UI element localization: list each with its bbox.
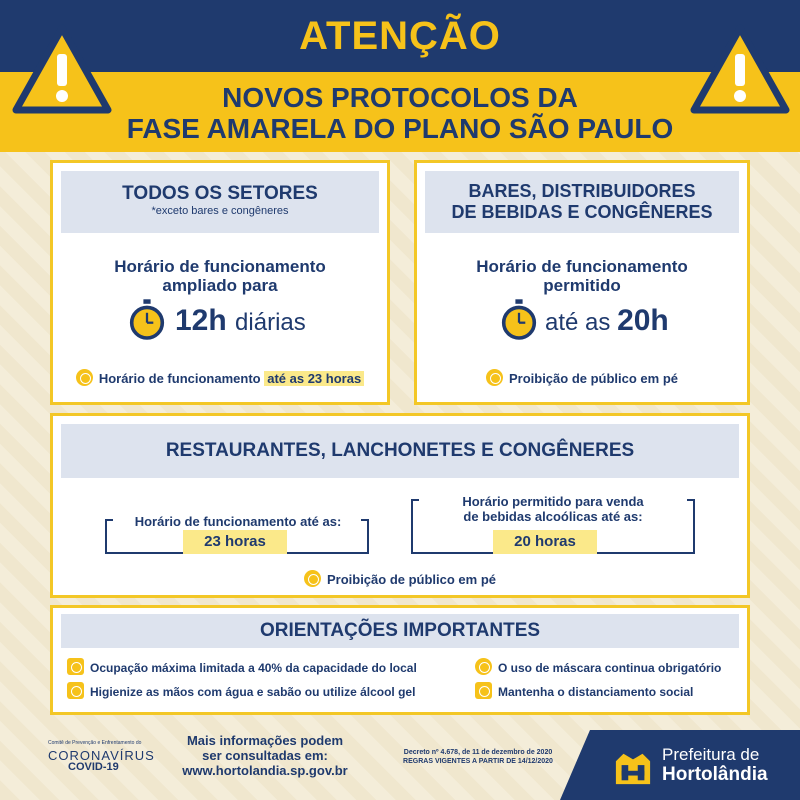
guidelines-card [50, 605, 750, 715]
mask-icon [475, 658, 492, 675]
all-sectors-card [50, 160, 390, 405]
covid-label: COVID-19 [68, 761, 119, 773]
bars-title-line2: DE BEBIDAS E CONGÊNERES [451, 202, 713, 222]
more-line1: Mais informações podem [186, 733, 344, 748]
all-sectors-hours-line1: Horário de funcionamento [114, 257, 326, 276]
right-label-line2: de bebidas alcoólicas até as: [463, 509, 643, 524]
all-sectors-subtitle: *exceto bares e congêneres [151, 205, 289, 217]
stopwatch-icon [129, 299, 165, 341]
hortolandia-logo-icon [614, 748, 652, 786]
headline [0, 82, 800, 144]
decree-info [378, 748, 578, 766]
capacity-icon [67, 658, 84, 675]
restaurants-note-text: Proibição de público em pé [326, 572, 497, 587]
no-standing-icon [486, 369, 503, 386]
more-info [160, 733, 370, 778]
coronavirus-label: CORONAVÍRUS [48, 748, 155, 763]
bars-hours-line1: Horário de funcionamento [476, 257, 688, 276]
restaurants-note [53, 570, 747, 587]
all-sectors-hours-line2: ampliado para [162, 276, 278, 295]
guideline-item-2 [475, 658, 721, 675]
all-sectors-hours-value [175, 304, 306, 338]
hours-value-12h: 12h [175, 304, 227, 337]
distance-icon [475, 682, 492, 699]
bars-note [417, 369, 747, 386]
bars-card [414, 160, 750, 405]
warning-triangle-icon [690, 24, 790, 116]
committee-text: Comitê de Prevenção e Enfrentamento do [48, 740, 142, 746]
note-prefix: Horário de funcionamento [98, 371, 261, 386]
more-line2: ser consultadas em: [202, 748, 328, 763]
bars-hours-value [545, 304, 669, 338]
restaurants-card [50, 413, 750, 598]
right-label-line1: Horário permitido para venda [458, 494, 647, 509]
headline-line1: NOVOS PROTOCOLOS DA [222, 82, 578, 113]
note-highlight: até as 23 horas [264, 371, 364, 386]
guideline-text: O uso de máscara continua obrigatório [498, 661, 722, 675]
hours-value-20h: 20h [617, 304, 669, 337]
no-standing-icon [304, 570, 321, 587]
bars-note-text: Proibição de público em pé [508, 371, 679, 386]
hours-prefix: até as [545, 309, 611, 336]
all-sectors-header [61, 171, 379, 233]
restaurants-header [61, 424, 739, 478]
clock-icon [76, 369, 93, 386]
prefeitura-label: Prefeitura de [662, 745, 760, 764]
attention-title: ATENÇÃO [299, 14, 501, 58]
restaurants-left-label: Horário de funcionamento até as: [134, 514, 342, 529]
guidelines-header [61, 614, 739, 648]
all-sectors-note [53, 369, 387, 386]
hand-wash-icon [67, 682, 84, 699]
warning-triangle-icon [12, 24, 112, 116]
guideline-item-3 [67, 682, 415, 699]
bars-hours-text [417, 257, 747, 295]
stopwatch-icon [501, 299, 537, 341]
all-sectors-title: TODOS OS SETORES [122, 183, 318, 204]
headline-line2: FASE AMARELA DO PLANO SÃO PAULO [126, 113, 674, 144]
bars-title-line1: BARES, DISTRIBUIDORES [468, 181, 696, 201]
all-sectors-hours-text [53, 257, 387, 295]
bars-header [425, 171, 739, 233]
guideline-item-1 [67, 658, 417, 675]
restaurants-title: RESTAURANTES, LANCHONETES E CONGÊNERES [165, 440, 635, 461]
hours-unit: diárias [235, 309, 306, 336]
guideline-text: Higienize as mãos com água e sabão ou utilize álcool gel [90, 685, 416, 699]
guidelines-title: ORIENTAÇÕES IMPORTANTES [259, 620, 541, 641]
website-link[interactable]: www.hortolandia.sp.gov.br [182, 763, 348, 778]
bars-hours-line2: permitido [543, 276, 621, 295]
guideline-text: Mantenha o distanciamento social [498, 685, 694, 699]
decree-line1: Decreto nº 4.678, de 11 de dezembro de 2020 [403, 749, 553, 756]
guideline-text: Ocupação máxima limitada a 40% da capacidade do local [90, 661, 417, 675]
decree-line2: REGRAS VIGENTES A PARTIR DE 14/12/2020 [403, 758, 553, 765]
guideline-item-4 [475, 682, 693, 699]
right-value-pill: 20 horas [493, 530, 597, 554]
left-value-pill: 23 horas [183, 530, 287, 554]
hortolandia-label: Hortolândia [662, 764, 768, 785]
